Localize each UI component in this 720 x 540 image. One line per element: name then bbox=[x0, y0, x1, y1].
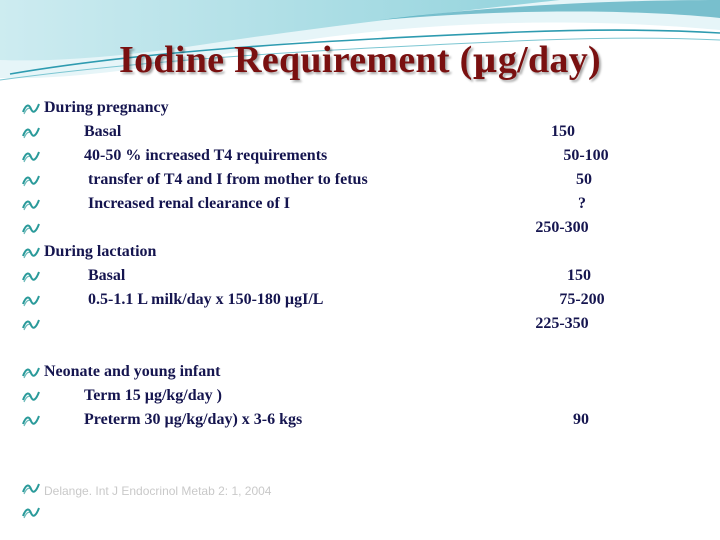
page-title: Iodine Requirement (µg/day) bbox=[119, 39, 601, 81]
list-item bbox=[0, 266, 720, 288]
item-value: 225-350 bbox=[535, 315, 589, 332]
list-item bbox=[0, 290, 720, 312]
list-item bbox=[0, 314, 720, 336]
list-item bbox=[0, 146, 720, 168]
list-item bbox=[0, 170, 720, 192]
item-value: 150 bbox=[567, 267, 591, 284]
item-value: ? bbox=[578, 195, 586, 212]
list-item bbox=[0, 194, 720, 216]
wave-bullet-icon bbox=[22, 221, 40, 235]
item-label: Increased renal clearance of I bbox=[88, 195, 291, 212]
wave-bullet-icon bbox=[22, 149, 40, 163]
item-label: Basal bbox=[88, 267, 126, 284]
list-item bbox=[0, 242, 720, 264]
list-item bbox=[0, 98, 720, 120]
wave-bullet-icon bbox=[22, 389, 40, 403]
item-label: Basal bbox=[84, 123, 122, 140]
wave-bullet-icon bbox=[22, 245, 40, 259]
item-value: 50-100 bbox=[563, 147, 609, 164]
wave-bullet-icon bbox=[22, 317, 40, 331]
wave-bullet-icon bbox=[22, 101, 40, 115]
wave-bullet-icon bbox=[22, 481, 40, 495]
wave-bullet-icon bbox=[22, 505, 40, 519]
list-item bbox=[0, 502, 720, 524]
list-item bbox=[0, 218, 720, 240]
item-label: Term 15 µg/kg/day ) bbox=[84, 387, 222, 404]
item-label: 0.5-1.1 L milk/day x 150-180 µgI/L bbox=[88, 291, 324, 308]
item-label: During lactation bbox=[44, 243, 157, 260]
list-item bbox=[0, 410, 720, 432]
list-item bbox=[0, 122, 720, 144]
list-item bbox=[0, 478, 720, 500]
list-item bbox=[0, 362, 720, 384]
item-label: Neonate and young infant bbox=[44, 363, 221, 380]
wave-bullet-icon bbox=[22, 293, 40, 307]
item-label: transfer of T4 and I from mother to fetus bbox=[88, 171, 368, 188]
wave-bullet-icon bbox=[22, 413, 40, 427]
item-value: 150 bbox=[551, 123, 575, 140]
item-value: 75-200 bbox=[559, 291, 605, 308]
wave-bullet-icon bbox=[22, 125, 40, 139]
list-item bbox=[0, 386, 720, 408]
item-label: During pregnancy bbox=[44, 99, 169, 116]
item-value: 50 bbox=[576, 171, 592, 188]
item-label: 40-50 % increased T4 requirements bbox=[84, 147, 328, 164]
wave-bullet-icon bbox=[22, 269, 40, 283]
item-label: Preterm 30 µg/kg/day) x 3-6 kgs bbox=[84, 411, 303, 428]
wave-bullet-icon bbox=[22, 197, 40, 211]
reference-citation: Delange. Int J Endocrinol Metab 2: 1, 2004 bbox=[44, 484, 272, 498]
item-value: 90 bbox=[573, 411, 589, 428]
wave-bullet-icon bbox=[22, 365, 40, 379]
item-value: 250-300 bbox=[535, 219, 589, 236]
wave-bullet-icon bbox=[22, 173, 40, 187]
